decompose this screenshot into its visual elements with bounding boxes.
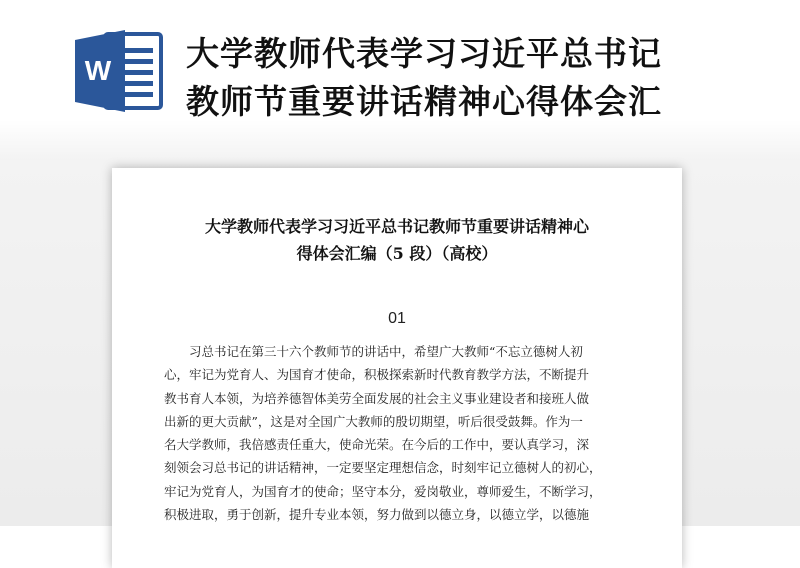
paragraph-line: 出新的更大贡献”，这是对全国广大教师的殷切期望，听后很受鼓舞。作为一 — [164, 413, 583, 429]
paragraph-line: 牢记为党育人，为国育才的使命；坚守本分，爱岗敬业，尊师爱生，不断学习， — [164, 483, 602, 499]
paragraph-line: 习总书记在第三十六个教师节的讲话中，希望广大教师“不忘立德树人初 — [189, 344, 583, 359]
page-title-line-1: 大学教师代表学习习近平总书记 — [186, 34, 662, 73]
page-title — [186, 30, 786, 126]
body-paragraph — [164, 340, 624, 526]
document-title — [112, 213, 682, 267]
document-page — [112, 168, 682, 568]
paragraph-line: 心，牢记为党育人、为国育才使命，积极探索新时代教育教学方法，不断提升 — [164, 367, 590, 383]
document-title-line-1: 大学教师代表学习习近平总书记教师节重要讲话精神心 — [204, 217, 589, 236]
section-number: 01 — [388, 310, 406, 327]
paragraph-line: 名大学教师，我倍感责任重大，使命光荣。在今后的工作中，要认真学习，深 — [164, 437, 590, 453]
document-title-line-2: 得体会汇编（5 段）（高校） — [296, 244, 498, 263]
page-title-line-2: 教师节重要讲话精神心得体会汇 — [186, 82, 662, 121]
paragraph-line: 教书育人本领，为培养德智体美劳全面发展的社会主义事业建设者和接班人做 — [164, 390, 590, 406]
word-icon — [75, 28, 165, 114]
header-banner — [0, 0, 800, 140]
word-icon-letter: W — [84, 55, 112, 86]
paragraph-line: 积极进取，勇于创新，提升专业本领，努力做到以德立身，以德立学，以德施 — [164, 507, 590, 523]
paragraph-line: 刻领会习总书记的讲话精神，一定要坚定理想信念，时刻牢记立德树人的初心， — [164, 460, 602, 476]
